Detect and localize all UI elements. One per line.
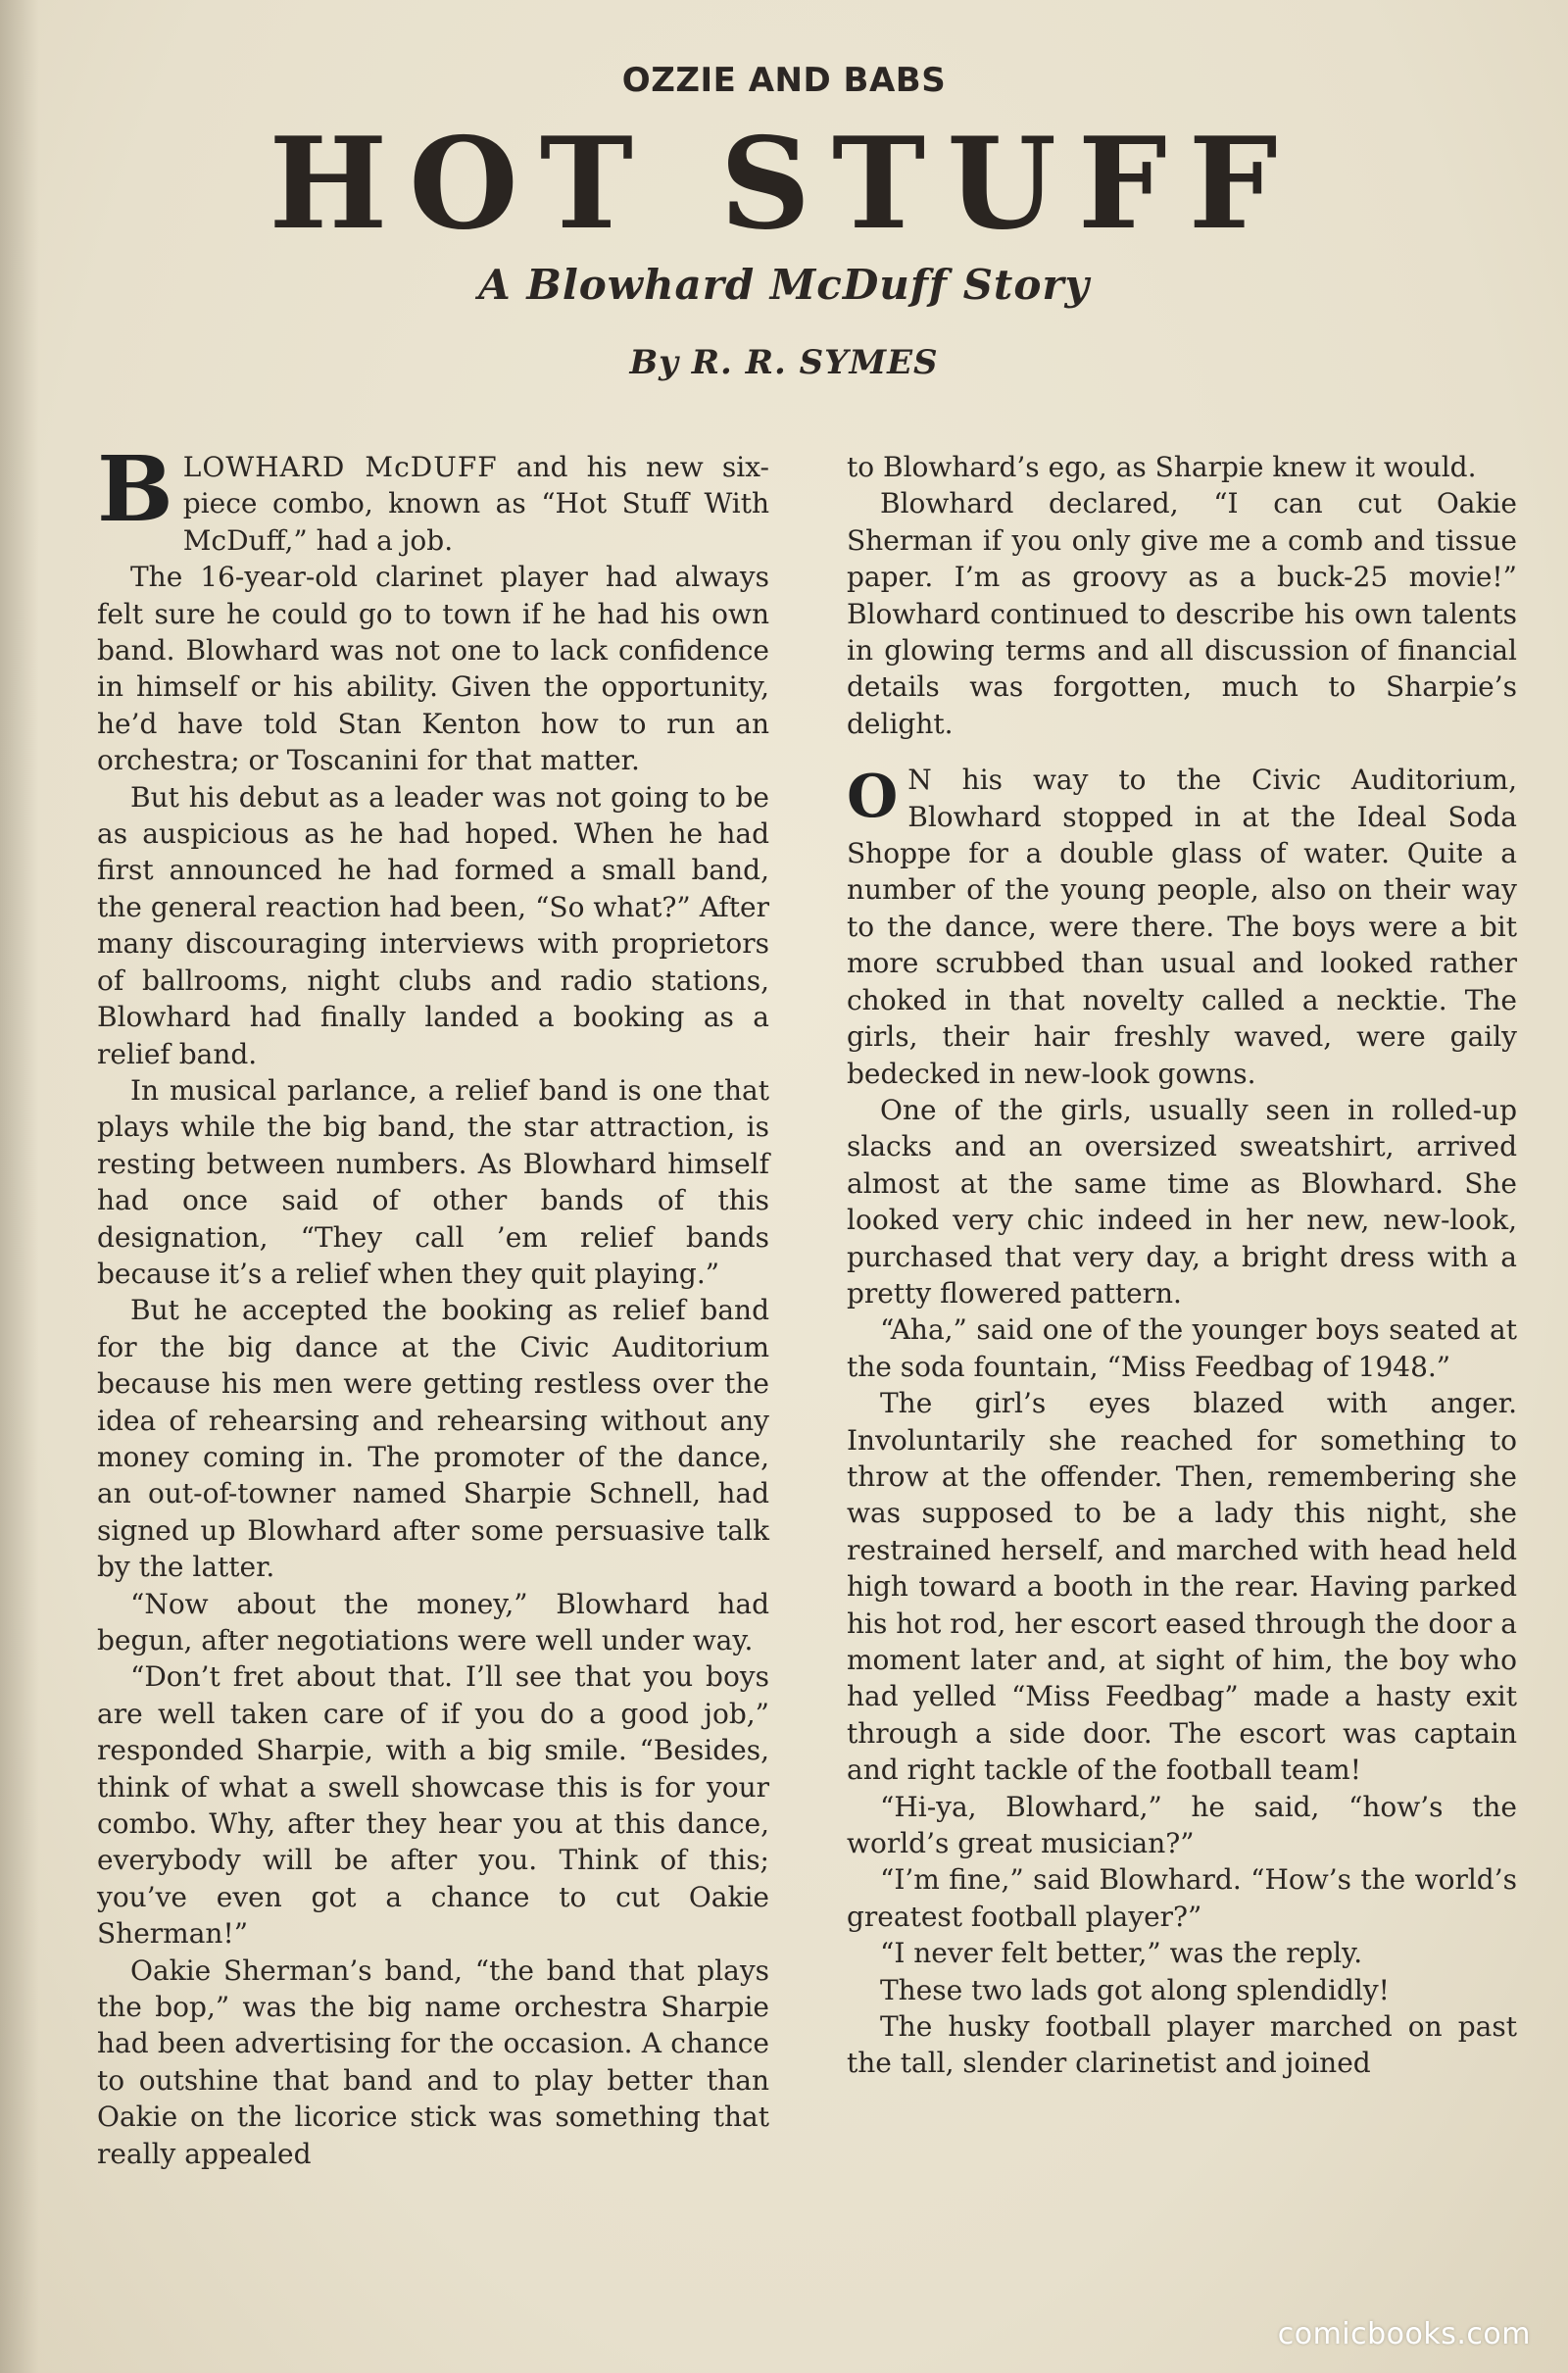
paragraph: The husky football player marched on past the tall, slender clarinetist and joined bbox=[847, 2010, 1517, 2080]
paragraph: One of the girls, usually seen in rolled-up slacks and an oversized sweatshirt, arrived almost at the same time as Blowhard. She looked very chic indeed in her new, new-look, purchased that very day, a bright dress with a pretty flowered pattern. bbox=[847, 1093, 1517, 1310]
paragraph: to Blowhard’s ego, as Sharpie knew it would. bbox=[847, 451, 1477, 483]
series-title: OZZIE AND BABS bbox=[621, 61, 947, 100]
lead-in-caps: LOWHARD McDUFF bbox=[182, 451, 498, 483]
paragraph: “Don’t fret about that. I’ll see that you boys are well taken care of if you do a good job,” responded Sharpie, with a big smile. “Besides, think of what a swell showcase this is for your combo. Why, after they hear you at this dance, everybody will be after you. Think of this; you’ve even got a chance to cut Oakie Sherman!” bbox=[97, 1660, 769, 1951]
paragraph: The 16-year-old clarinet player had always felt sure he could go to town if he had his own band. Blowhard was not one to lack confidence in himself or his ability. Given the opportunity, he’d have told Stan Kenton how to run an orchestra; or Toscanini for that matter. bbox=[97, 561, 769, 777]
right-column bbox=[847, 449, 1517, 2082]
paragraph: Oakie Sherman’s band, “the band that plays the bop,” was the big name orchestra Sharpie had been advertising for the occasion. A chance to outshine that band and to play better than Oakie on the licorice stick was something that really appealed bbox=[97, 1953, 769, 2170]
paragraph: In musical parlance, a relief band is one that plays while the big band, the star attraction, is resting between numbers. As Blowhard himself had once said of other bands of this designation, “They call ’em relief bands because it’s a relief when they quit playing.” bbox=[97, 1073, 769, 1290]
paragraph: These two lads got along splendidly! bbox=[880, 1973, 1390, 2006]
paragraph: “I’m fine,” said Blowhard. “How’s the world’s greatest football player?” bbox=[847, 1863, 1517, 1933]
paragraph-text: N his way to the Civic Auditorium, Blowhard stopped in at the Ideal Soda Shoppe for a double glass of water. Quite a number of the young people, also on their way to the dance, were there. The boys were a bit more scrubbed than usual and looked rather choked in that novelty called a necktie. The girls, their hair freshly waved, were gaily bedecked in new-look gowns. bbox=[847, 764, 1517, 1090]
paragraph: “Hi-ya, Blowhard,” he said, “how’s the world’s great musician?” bbox=[847, 1790, 1517, 1860]
paragraph: Blowhard declared, “I can cut Oakie Sherman if you only give me a comb and tissue paper. I’m as groovy as a buck-25 movie!” Blowhard continued to describe his own talents in glowing terms and all discussion of financial details was forgotten, much to Sharpie’s delight. bbox=[847, 487, 1517, 740]
section-break bbox=[847, 742, 1517, 762]
drop-cap: B bbox=[97, 436, 173, 542]
paragraph: But his debut as a leader was not going to be as auspicious as he had hoped. When he had first announced he had formed a small band, the general reaction had been, “So what?” After many discouraging interviews with proprietors of ballrooms, night clubs and radio stations, Blowhard had finally landed a booking as a relief band. bbox=[97, 780, 769, 1070]
drop-cap: O bbox=[847, 763, 899, 832]
site-watermark: comicbooks.com bbox=[1277, 2317, 1531, 2351]
paragraph bbox=[847, 762, 1517, 1092]
paragraph: But he accepted the booking as relief band for the big dance at the Civic Auditorium because his men were getting restless over the idea of rehearsing and rehearsing without any money coming in. The promoter of the dance, an out-of-towner named Sharpie Schnell, had signed up Blowhard after some persuasive talk by the latter. bbox=[97, 1294, 769, 1584]
paragraph-text: and his new six-piece combo, known as “Hot Stuff With McDuff,” had a job. bbox=[182, 451, 770, 557]
paragraph bbox=[97, 436, 770, 559]
paragraph: “Now about the money,” Blowhard had begun, after negotiations were well under way. bbox=[97, 1587, 769, 1656]
paragraph: The girl’s eyes blazed with anger. Involuntarily she reached for something to throw at the offender. Then, remembering she was supposed to be a lady this night, she restrained herself, and marched with head held high toward a booth in the rear. Having parked his hot rod, her escort eased through the door a moment later and, at sight of him, the boy who had yelled “Miss Feedbag” made a hasty exit through a side door. The escort was captain and right tackle of the football team! bbox=[847, 1387, 1517, 1787]
story-title: HOT STUFF bbox=[269, 111, 1299, 258]
paragraph: “Aha,” said one of the younger boys seated at the soda fountain, “Miss Feedbag of 1948.” bbox=[847, 1313, 1517, 1383]
paragraph: “I never felt better,” was the reply. bbox=[880, 1937, 1363, 1970]
story-subtitle: A Blowhard McDuff Story bbox=[478, 261, 1090, 309]
left-column bbox=[97, 436, 770, 2172]
byline: By R. R. SYMES bbox=[629, 343, 939, 382]
